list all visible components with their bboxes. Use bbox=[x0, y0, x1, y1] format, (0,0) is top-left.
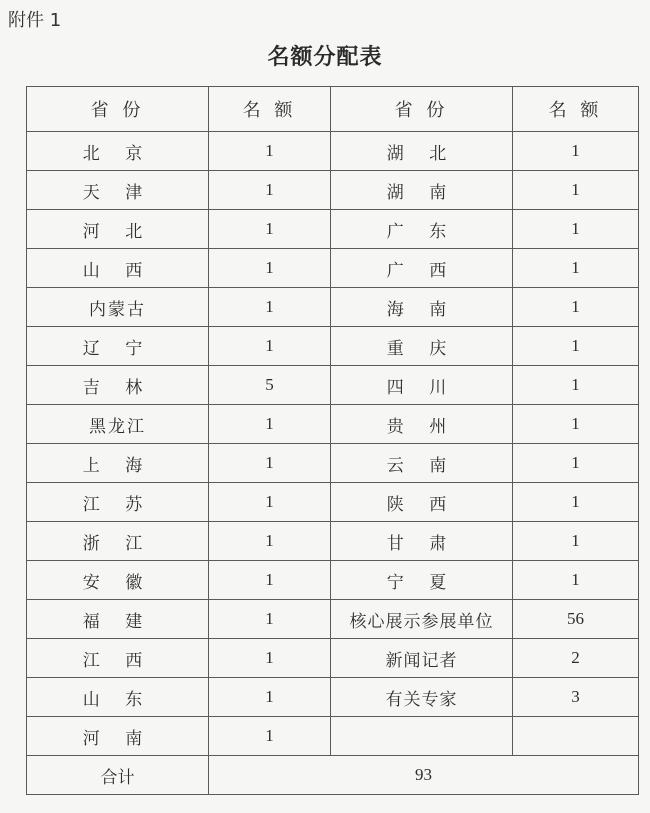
province-cell: 山 西 bbox=[27, 249, 209, 288]
quota-cell: 1 bbox=[209, 522, 331, 561]
quota-cell: 2 bbox=[513, 639, 639, 678]
province-cell: 四 川 bbox=[331, 366, 513, 405]
table-row bbox=[27, 327, 639, 366]
province-cell: 天 津 bbox=[27, 171, 209, 210]
quota-cell: 1 bbox=[209, 132, 331, 171]
table-header-row bbox=[27, 87, 639, 132]
quota-cell: 1 bbox=[513, 249, 639, 288]
column-header-province: 省 份 bbox=[27, 87, 209, 132]
province-cell: 湖 北 bbox=[331, 132, 513, 171]
table-row bbox=[27, 132, 639, 171]
empty-cell bbox=[513, 717, 639, 756]
column-header-province: 省 份 bbox=[331, 87, 513, 132]
quota-cell: 1 bbox=[209, 639, 331, 678]
province-cell: 内蒙古 bbox=[27, 288, 209, 327]
province-cell: 吉 林 bbox=[27, 366, 209, 405]
province-cell: 浙 江 bbox=[27, 522, 209, 561]
quota-cell: 1 bbox=[209, 327, 331, 366]
total-value: 93 bbox=[209, 756, 639, 795]
province-cell: 宁 夏 bbox=[331, 561, 513, 600]
quota-cell: 1 bbox=[513, 366, 639, 405]
province-cell: 黑龙江 bbox=[27, 405, 209, 444]
quota-cell: 1 bbox=[209, 561, 331, 600]
category-cell: 新闻记者 bbox=[331, 639, 513, 678]
province-cell: 广 西 bbox=[331, 249, 513, 288]
column-header-quota: 名 额 bbox=[209, 87, 331, 132]
quota-cell: 1 bbox=[513, 522, 639, 561]
quota-cell: 1 bbox=[513, 483, 639, 522]
quota-cell: 1 bbox=[513, 444, 639, 483]
quota-cell: 1 bbox=[209, 405, 331, 444]
province-cell: 福 建 bbox=[27, 600, 209, 639]
province-cell: 江 西 bbox=[27, 639, 209, 678]
province-cell: 上 海 bbox=[27, 444, 209, 483]
province-cell: 陕 西 bbox=[331, 483, 513, 522]
quota-cell: 1 bbox=[513, 561, 639, 600]
table-row bbox=[27, 639, 639, 678]
province-cell: 辽 宁 bbox=[27, 327, 209, 366]
table-row bbox=[27, 600, 639, 639]
table-row bbox=[27, 366, 639, 405]
total-row bbox=[27, 756, 639, 795]
quota-cell: 1 bbox=[513, 288, 639, 327]
province-cell: 山 东 bbox=[27, 678, 209, 717]
province-cell: 安 徽 bbox=[27, 561, 209, 600]
quota-cell: 1 bbox=[513, 405, 639, 444]
empty-cell bbox=[331, 717, 513, 756]
table-row bbox=[27, 483, 639, 522]
quota-cell: 1 bbox=[513, 132, 639, 171]
category-cell: 有关专家 bbox=[331, 678, 513, 717]
quota-cell: 3 bbox=[513, 678, 639, 717]
province-cell: 甘 肃 bbox=[331, 522, 513, 561]
table-row bbox=[27, 678, 639, 717]
province-cell: 贵 州 bbox=[331, 405, 513, 444]
total-label: 合计 bbox=[27, 756, 209, 795]
province-cell: 重 庆 bbox=[331, 327, 513, 366]
attachment-label: 附件 1 bbox=[8, 10, 62, 31]
table-row bbox=[27, 405, 639, 444]
quota-cell: 1 bbox=[209, 249, 331, 288]
table-row bbox=[27, 171, 639, 210]
quota-cell: 1 bbox=[209, 171, 331, 210]
category-cell: 核心展示参展单位 bbox=[331, 600, 513, 639]
quota-cell: 1 bbox=[209, 288, 331, 327]
province-cell: 河 南 bbox=[27, 717, 209, 756]
quota-table bbox=[26, 86, 639, 795]
quota-cell: 1 bbox=[209, 717, 331, 756]
table-row bbox=[27, 522, 639, 561]
quota-cell: 1 bbox=[209, 444, 331, 483]
quota-cell: 5 bbox=[209, 366, 331, 405]
table-row bbox=[27, 444, 639, 483]
quota-cell: 1 bbox=[513, 210, 639, 249]
column-header-quota: 名 额 bbox=[513, 87, 639, 132]
quota-cell: 1 bbox=[513, 171, 639, 210]
province-cell: 河 北 bbox=[27, 210, 209, 249]
province-cell: 海 南 bbox=[331, 288, 513, 327]
page-title: 名额分配表 bbox=[267, 44, 383, 70]
quota-cell: 1 bbox=[209, 678, 331, 717]
quota-cell: 1 bbox=[209, 210, 331, 249]
table-row bbox=[27, 249, 639, 288]
quota-cell: 1 bbox=[209, 600, 331, 639]
quota-cell: 56 bbox=[513, 600, 639, 639]
province-cell: 广 东 bbox=[331, 210, 513, 249]
quota-cell: 1 bbox=[209, 483, 331, 522]
table-row bbox=[27, 288, 639, 327]
province-cell: 云 南 bbox=[331, 444, 513, 483]
table-row bbox=[27, 561, 639, 600]
table-row bbox=[27, 210, 639, 249]
table-row bbox=[27, 717, 639, 756]
province-cell: 湖 南 bbox=[331, 171, 513, 210]
province-cell: 江 苏 bbox=[27, 483, 209, 522]
quota-cell: 1 bbox=[513, 327, 639, 366]
province-cell: 北 京 bbox=[27, 132, 209, 171]
